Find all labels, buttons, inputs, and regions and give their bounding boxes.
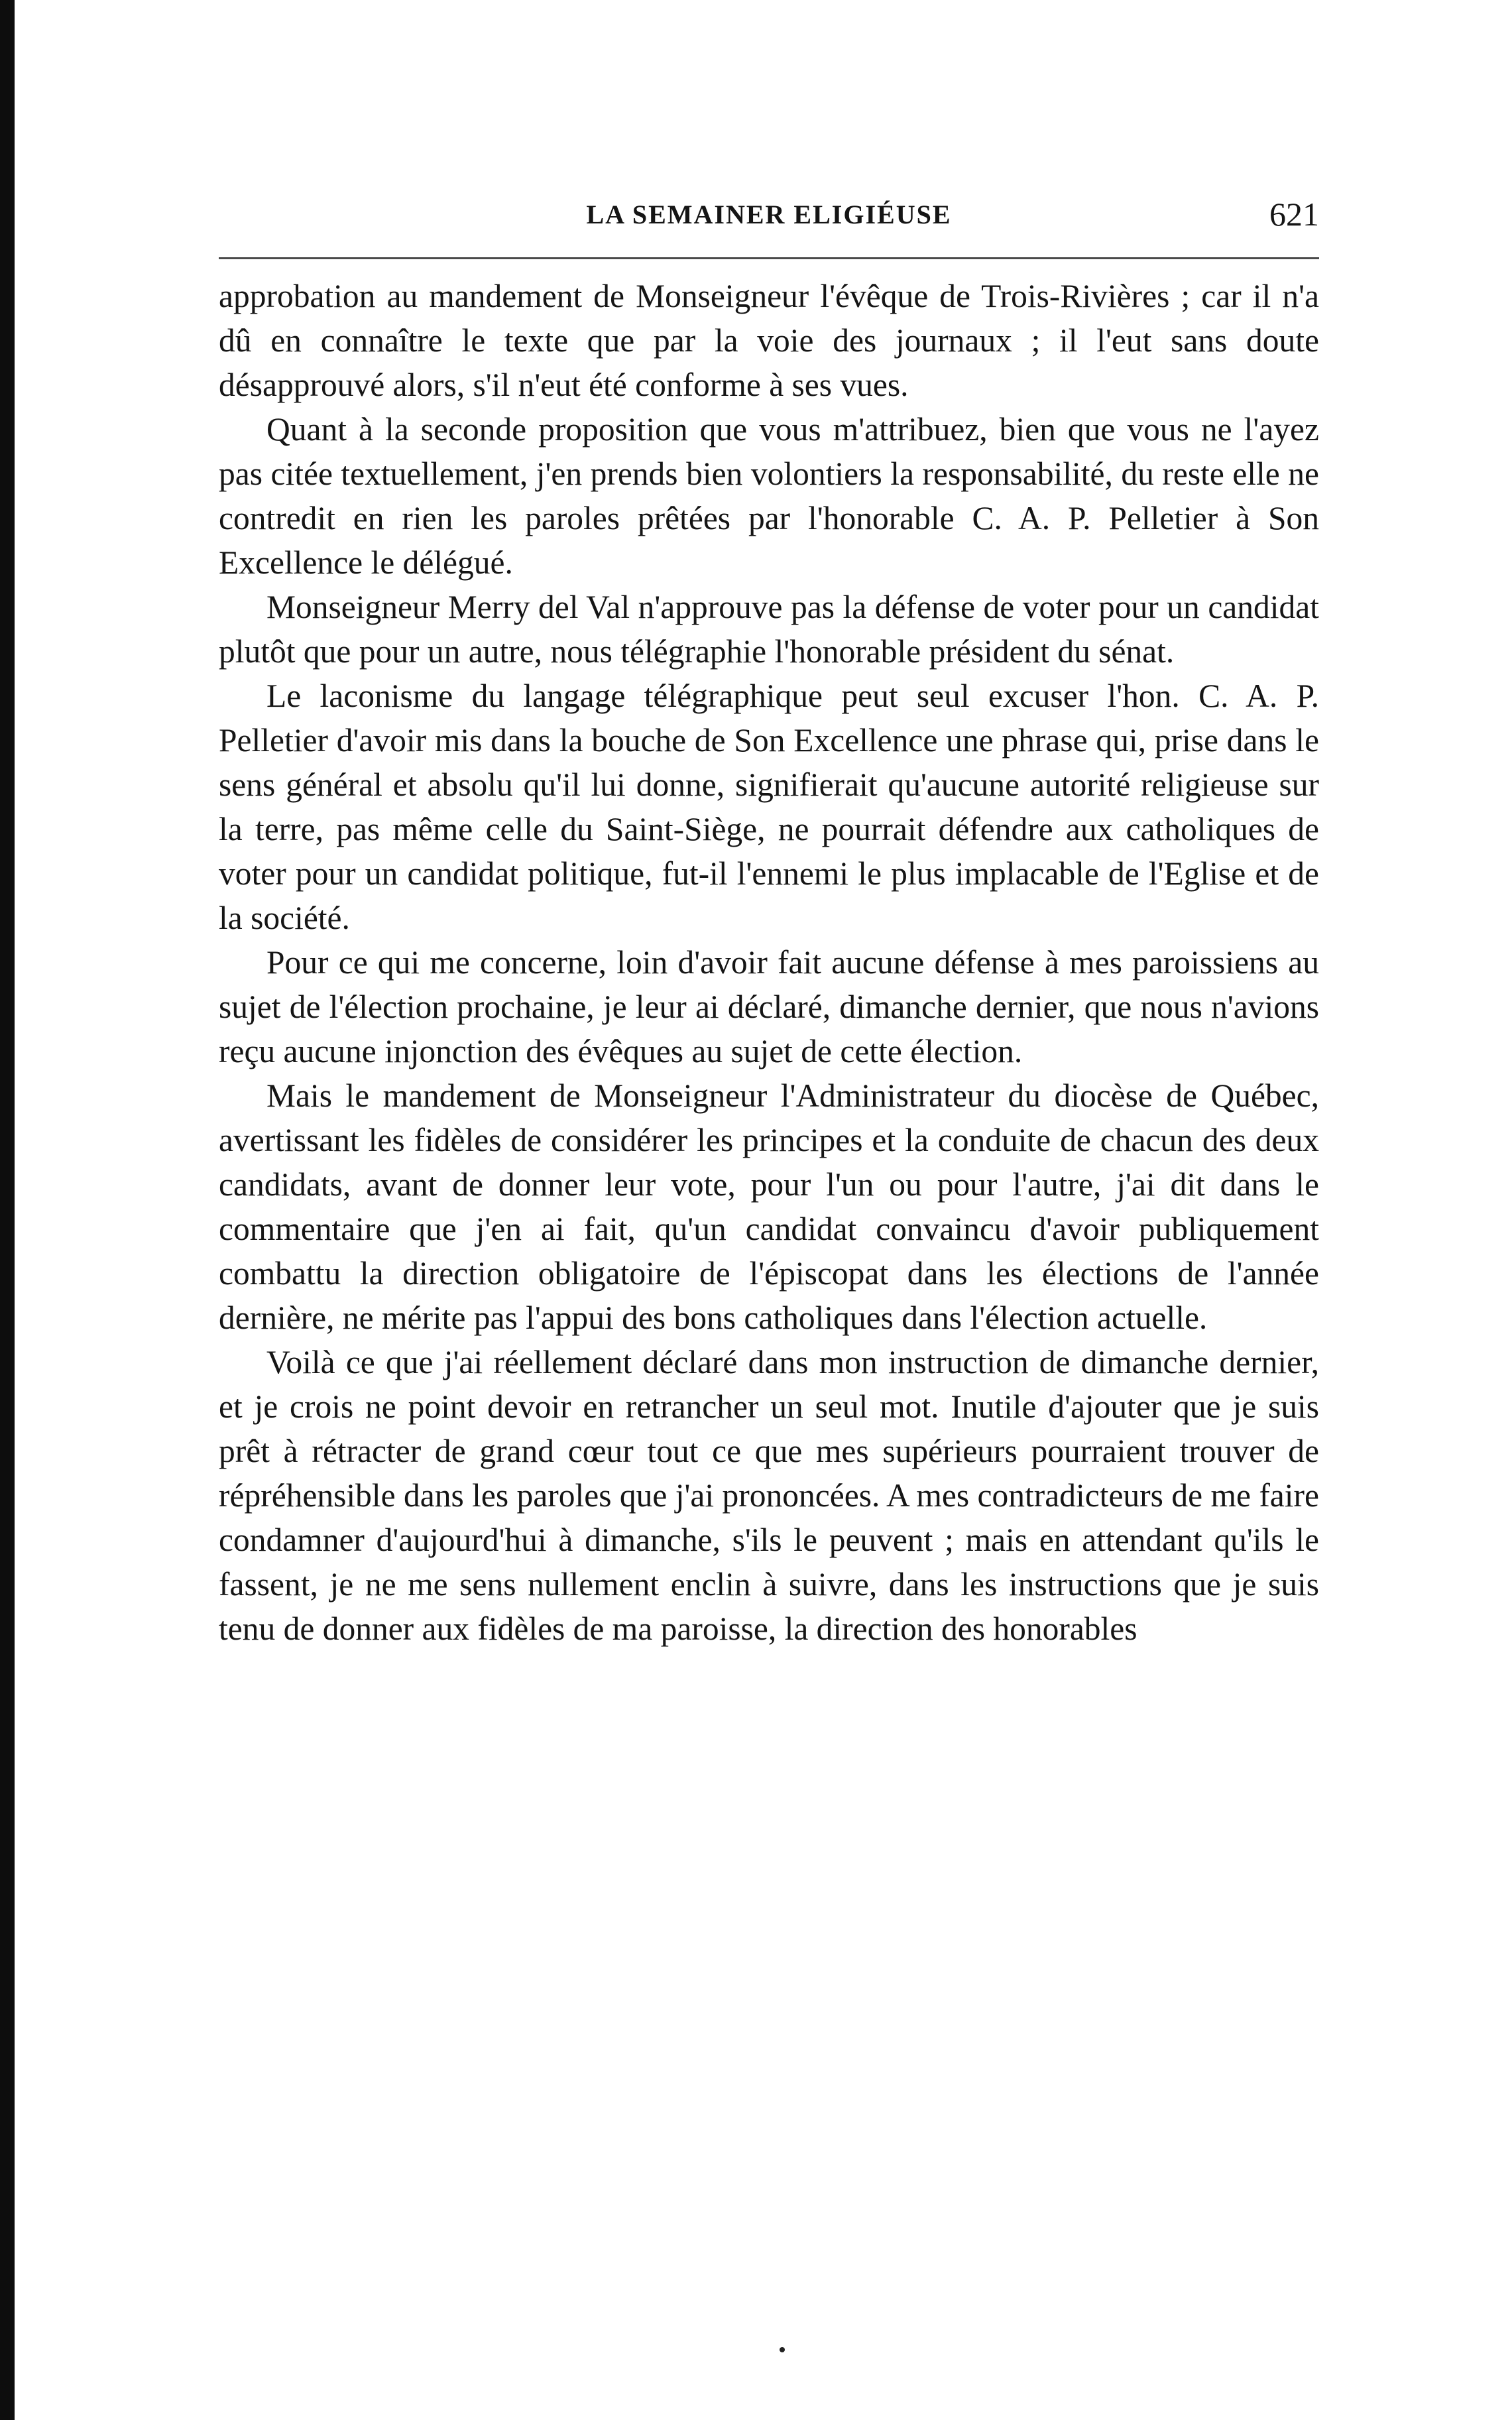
paragraph: Pour ce qui me concerne, loin d'avoir fait aucune défense à mes paroissiens au sujet de l'élection prochaine, je leur ai déclaré, dimanche dernier, que nous n'avions reçu aucune injonction des évêques au sujet de cette élection. xyxy=(219,944,1319,1069)
page-number: 621 xyxy=(1269,196,1319,233)
paragraph-continuation: approbation au mandement de Monseigneur l'évêque de Trois-Rivières ; car il n'a dû en connaître le texte que par la voie des journaux ; il l'eut sans doute désapprouvé alors, s'il n'eut été conforme à ses vues. xyxy=(219,278,1319,403)
paragraph: Quant à la seconde proposition que vous m'attribuez, bien que vous ne l'ayez pas citée textuellement, j'en prends bien volontiers la responsabilité, du reste elle ne contredit en rien les paroles prêtées par l'honorable C. A. P. Pelletier à Son Excellence le délégué. xyxy=(219,411,1319,581)
running-title: LA SEMAINER ELIGIÉUSE xyxy=(586,200,952,229)
binding-edge xyxy=(0,0,15,2420)
paragraph: Voilà ce que j'ai réellement déclaré dans mon instruction de dimanche dernier, et je crois ne point devoir en retrancher un seul mot. Inutile d'ajouter que je suis prêt à rétracter de grand cœur tout ce que mes supérieurs pourraient trouver de répréhensible dans les paroles que j'ai prononcées. A mes contradicteurs de me faire condamner d'aujourd'hui à dimanche, s'ils le peuvent ; mais en attendant qu'ils le fassent, je ne me sens nullement enclin à suivre, dans les instructions que je suis tenu de donner aux fidèles de ma paroisse, la direction des honorables xyxy=(219,1344,1319,1647)
paragraph: Monseigneur Merry del Val n'approuve pas la défense de voter pour un candidat plutôt que pour un autre, nous télégraphie l'honorable président du sénat. xyxy=(219,589,1319,670)
header-rule xyxy=(219,257,1319,259)
running-head xyxy=(219,196,1319,241)
page xyxy=(219,196,1319,1651)
footer-mark xyxy=(780,2347,785,2352)
paragraph: Le laconisme du langage télégraphique peut seul excuser l'hon. C. A. P. Pelletier d'avoir mis dans la bouche de Son Excellence une phrase qui, prise dans le sens général et absolu qu'il lui donne, signifierait qu'aucune autorité religieuse sur la terre, pas même celle du Saint-Siège, ne pourrait défendre aux catholiques de voter pour un candidat politique, fut-il l'ennemi le plus implacable de l'Eglise et de la société. xyxy=(219,678,1319,936)
paragraph: Mais le mandement de Monseigneur l'Administrateur du diocèse de Québec, avertissant les fidèles de considérer les principes et la conduite de chacun des deux candidats, avant de donner leur vote, pour l'un ou pour l'autre, j'ai dit dans le commentaire que j'en ai fait, qu'un candidat convaincu d'avoir publiquement combattu la direction obligatoire de l'épiscopat dans les élections de l'année dernière, ne mérite pas l'appui des bons catholiques dans l'élection actuelle. xyxy=(219,1077,1319,1336)
